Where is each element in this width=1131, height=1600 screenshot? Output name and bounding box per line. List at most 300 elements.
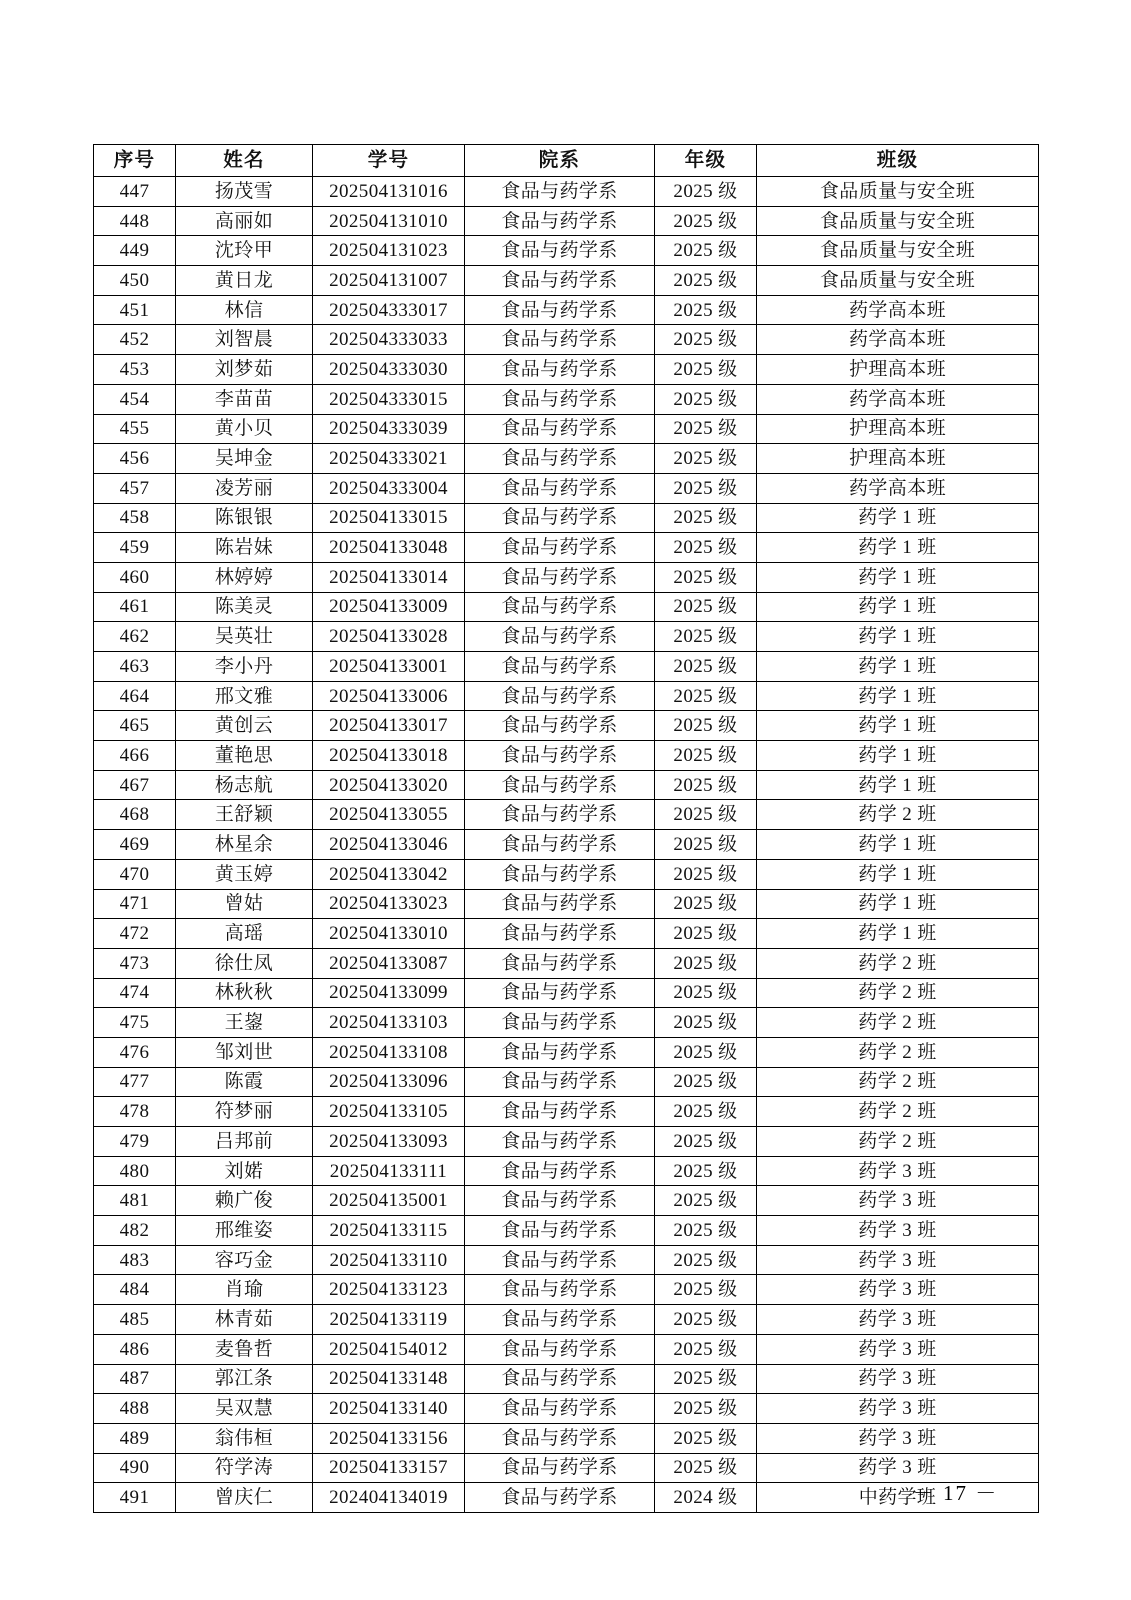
- table-row: [94, 562, 1039, 592]
- cell-name: 李苗苗: [176, 384, 313, 414]
- cell-seq: 471: [94, 889, 176, 919]
- cell-department: 食品与药学系: [465, 503, 655, 533]
- cell-student-id: 202504133020: [313, 770, 465, 800]
- table-row: [94, 800, 1039, 830]
- cell-department: 食品与药学系: [465, 1394, 655, 1424]
- cell-seq: 487: [94, 1364, 176, 1394]
- cell-student-id: 202504133156: [313, 1423, 465, 1453]
- table-row: [94, 1067, 1039, 1097]
- cell-seq: 461: [94, 592, 176, 622]
- cell-name: 吴双慧: [176, 1394, 313, 1424]
- cell-department: 食品与药学系: [465, 741, 655, 771]
- table-row: [94, 503, 1039, 533]
- cell-student-id: 202504131010: [313, 206, 465, 236]
- cell-student-id: 202504131016: [313, 177, 465, 207]
- cell-department: 食品与药学系: [465, 1245, 655, 1275]
- cell-department: 食品与药学系: [465, 770, 655, 800]
- table-row: [94, 1364, 1039, 1394]
- cell-department: 食品与药学系: [465, 1127, 655, 1157]
- cell-name: 陈美灵: [176, 592, 313, 622]
- cell-student-id: 202504133014: [313, 562, 465, 592]
- cell-grade: 2025 级: [655, 1423, 757, 1453]
- cell-department: 食品与药学系: [465, 1067, 655, 1097]
- cell-grade: 2025 级: [655, 1216, 757, 1246]
- cell-seq: 457: [94, 473, 176, 503]
- cell-student-id: 202504133093: [313, 1127, 465, 1157]
- cell-department: 食品与药学系: [465, 1275, 655, 1305]
- cell-name: 刘婼: [176, 1156, 313, 1186]
- cell-student-id: 202504133006: [313, 681, 465, 711]
- cell-grade: 2025 级: [655, 355, 757, 385]
- cell-grade: 2025 级: [655, 266, 757, 296]
- cell-name: 黄小贝: [176, 414, 313, 444]
- table-row: [94, 1097, 1039, 1127]
- cell-student-id: 202504133096: [313, 1067, 465, 1097]
- cell-name: 高丽如: [176, 206, 313, 236]
- cell-name: 林青茹: [176, 1305, 313, 1335]
- cell-seq: 478: [94, 1097, 176, 1127]
- cell-name: 黄玉婷: [176, 859, 313, 889]
- cell-class: 药学 3 班: [757, 1245, 1039, 1275]
- cell-seq: 490: [94, 1453, 176, 1483]
- cell-class: 药学 3 班: [757, 1364, 1039, 1394]
- column-header-seq: 序号: [94, 145, 176, 177]
- cell-class: 药学高本班: [757, 325, 1039, 355]
- cell-seq: 465: [94, 711, 176, 741]
- cell-department: 食品与药学系: [465, 384, 655, 414]
- cell-student-id: 202504333017: [313, 295, 465, 325]
- cell-class: 药学 1 班: [757, 919, 1039, 949]
- table-row: [94, 1156, 1039, 1186]
- cell-student-id: 202504133023: [313, 889, 465, 919]
- cell-class: 药学 2 班: [757, 800, 1039, 830]
- cell-seq: 451: [94, 295, 176, 325]
- cell-name: 高瑶: [176, 919, 313, 949]
- cell-name: 董艳思: [176, 741, 313, 771]
- table-row: [94, 206, 1039, 236]
- cell-seq: 462: [94, 622, 176, 652]
- cell-class: 食品质量与安全班: [757, 206, 1039, 236]
- cell-seq: 475: [94, 1008, 176, 1038]
- table-row: [94, 741, 1039, 771]
- cell-grade: 2025 级: [655, 1008, 757, 1038]
- cell-seq: 488: [94, 1394, 176, 1424]
- cell-class: 药学 1 班: [757, 859, 1039, 889]
- cell-student-id: 202504131007: [313, 266, 465, 296]
- cell-grade: 2025 级: [655, 295, 757, 325]
- cell-department: 食品与药学系: [465, 1216, 655, 1246]
- cell-name: 符学涛: [176, 1453, 313, 1483]
- cell-seq: 480: [94, 1156, 176, 1186]
- cell-class: 药学 2 班: [757, 1067, 1039, 1097]
- cell-seq: 453: [94, 355, 176, 385]
- cell-student-id: 202504133111: [313, 1156, 465, 1186]
- cell-department: 食品与药学系: [465, 473, 655, 503]
- cell-seq: 470: [94, 859, 176, 889]
- cell-student-id: 202504131023: [313, 236, 465, 266]
- cell-student-id: 202504133110: [313, 1245, 465, 1275]
- cell-grade: 2025 级: [655, 592, 757, 622]
- cell-student-id: 202504135001: [313, 1186, 465, 1216]
- cell-name: 林信: [176, 295, 313, 325]
- table-row: [94, 948, 1039, 978]
- student-roster-table-container: [93, 144, 1038, 1513]
- cell-department: 食品与药学系: [465, 711, 655, 741]
- table-row: [94, 236, 1039, 266]
- cell-name: 王鋆: [176, 1008, 313, 1038]
- cell-student-id: 202504154012: [313, 1334, 465, 1364]
- cell-name: 容巧金: [176, 1245, 313, 1275]
- cell-class: 护理高本班: [757, 444, 1039, 474]
- table-row: [94, 1216, 1039, 1246]
- cell-grade: 2025 级: [655, 830, 757, 860]
- column-header-student-id: 学号: [313, 145, 465, 177]
- cell-seq: 447: [94, 177, 176, 207]
- cell-student-id: 202504133105: [313, 1097, 465, 1127]
- cell-grade: 2025 级: [655, 1037, 757, 1067]
- cell-name: 凌芳丽: [176, 473, 313, 503]
- cell-class: 药学 2 班: [757, 1037, 1039, 1067]
- cell-student-id: 202504133046: [313, 830, 465, 860]
- table-row: [94, 325, 1039, 355]
- cell-student-id: 202504133015: [313, 503, 465, 533]
- cell-student-id: 202504133001: [313, 652, 465, 682]
- cell-department: 食品与药学系: [465, 1483, 655, 1513]
- table-header: [94, 145, 1039, 177]
- cell-student-id: 202504133148: [313, 1364, 465, 1394]
- cell-name: 符梦丽: [176, 1097, 313, 1127]
- cell-grade: 2025 级: [655, 444, 757, 474]
- cell-name: 刘智晨: [176, 325, 313, 355]
- table-row: [94, 266, 1039, 296]
- cell-seq: 452: [94, 325, 176, 355]
- cell-seq: 448: [94, 206, 176, 236]
- page-footer: [0, 1477, 1131, 1507]
- cell-seq: 473: [94, 948, 176, 978]
- cell-seq: 466: [94, 741, 176, 771]
- cell-name: 黄创云: [176, 711, 313, 741]
- cell-grade: 2025 级: [655, 711, 757, 741]
- cell-seq: 489: [94, 1423, 176, 1453]
- cell-name: 林星余: [176, 830, 313, 860]
- column-header-class: 班级: [757, 145, 1039, 177]
- cell-grade: 2025 级: [655, 948, 757, 978]
- table-row: [94, 444, 1039, 474]
- cell-department: 食品与药学系: [465, 355, 655, 385]
- column-header-department: 院系: [465, 145, 655, 177]
- cell-grade: 2025 级: [655, 800, 757, 830]
- table-row: [94, 295, 1039, 325]
- column-header-grade: 年级: [655, 145, 757, 177]
- cell-seq: 464: [94, 681, 176, 711]
- cell-seq: 450: [94, 266, 176, 296]
- table-row: [94, 770, 1039, 800]
- cell-student-id: 202504133103: [313, 1008, 465, 1038]
- cell-name: 曾庆仁: [176, 1483, 313, 1513]
- cell-department: 食品与药学系: [465, 1305, 655, 1335]
- table-row: [94, 889, 1039, 919]
- cell-department: 食品与药学系: [465, 325, 655, 355]
- cell-grade: 2025 级: [655, 325, 757, 355]
- cell-grade: 2025 级: [655, 473, 757, 503]
- cell-class: 药学 1 班: [757, 711, 1039, 741]
- cell-class: 中药学班: [757, 1483, 1039, 1513]
- cell-grade: 2025 级: [655, 978, 757, 1008]
- cell-grade: 2025 级: [655, 889, 757, 919]
- cell-department: 食品与药学系: [465, 919, 655, 949]
- cell-seq: 484: [94, 1275, 176, 1305]
- cell-class: 药学 3 班: [757, 1156, 1039, 1186]
- cell-student-id: 202504133099: [313, 978, 465, 1008]
- cell-department: 食品与药学系: [465, 562, 655, 592]
- cell-department: 食品与药学系: [465, 177, 655, 207]
- cell-grade: 2025 级: [655, 1305, 757, 1335]
- cell-department: 食品与药学系: [465, 206, 655, 236]
- cell-grade: 2024 级: [655, 1483, 757, 1513]
- table-row: [94, 1186, 1039, 1216]
- cell-grade: 2025 级: [655, 622, 757, 652]
- table-row: [94, 1394, 1039, 1424]
- cell-class: 药学 2 班: [757, 1127, 1039, 1157]
- cell-student-id: 202504333015: [313, 384, 465, 414]
- table-row: [94, 978, 1039, 1008]
- cell-student-id: 202504133009: [313, 592, 465, 622]
- cell-name: 陈霞: [176, 1067, 313, 1097]
- cell-grade: 2025 级: [655, 206, 757, 236]
- column-header-name: 姓名: [176, 145, 313, 177]
- table-row: [94, 1037, 1039, 1067]
- cell-class: 药学 2 班: [757, 978, 1039, 1008]
- table-row: [94, 355, 1039, 385]
- cell-student-id: 202504333030: [313, 355, 465, 385]
- cell-grade: 2025 级: [655, 236, 757, 266]
- student-roster-table: [93, 144, 1039, 1513]
- table-row: [94, 1245, 1039, 1275]
- cell-class: 药学 2 班: [757, 1097, 1039, 1127]
- cell-seq: 459: [94, 533, 176, 563]
- cell-seq: 491: [94, 1483, 176, 1513]
- cell-grade: 2025 级: [655, 741, 757, 771]
- cell-seq: 476: [94, 1037, 176, 1067]
- cell-grade: 2025 级: [655, 1186, 757, 1216]
- cell-class: 药学 3 班: [757, 1216, 1039, 1246]
- table-body: [94, 177, 1039, 1513]
- table-row: [94, 533, 1039, 563]
- cell-seq: 456: [94, 444, 176, 474]
- cell-seq: 463: [94, 652, 176, 682]
- cell-student-id: 202504133055: [313, 800, 465, 830]
- cell-grade: 2025 级: [655, 919, 757, 949]
- cell-grade: 2025 级: [655, 1364, 757, 1394]
- cell-student-id: 202504133115: [313, 1216, 465, 1246]
- table-row: [94, 1275, 1039, 1305]
- cell-seq: 472: [94, 919, 176, 949]
- cell-student-id: 202504133119: [313, 1305, 465, 1335]
- cell-grade: 2025 级: [655, 384, 757, 414]
- table-row: [94, 622, 1039, 652]
- cell-seq: 455: [94, 414, 176, 444]
- cell-class: 药学 1 班: [757, 770, 1039, 800]
- table-row: [94, 830, 1039, 860]
- cell-seq: 483: [94, 1245, 176, 1275]
- cell-class: 药学 3 班: [757, 1423, 1039, 1453]
- cell-department: 食品与药学系: [465, 859, 655, 889]
- cell-department: 食品与药学系: [465, 1364, 655, 1394]
- cell-class: 护理高本班: [757, 355, 1039, 385]
- cell-department: 食品与药学系: [465, 889, 655, 919]
- cell-student-id: 202504133017: [313, 711, 465, 741]
- cell-seq: 485: [94, 1305, 176, 1335]
- cell-department: 食品与药学系: [465, 1453, 655, 1483]
- cell-department: 食品与药学系: [465, 1008, 655, 1038]
- cell-seq: 468: [94, 800, 176, 830]
- cell-name: 黄日龙: [176, 266, 313, 296]
- cell-department: 食品与药学系: [465, 533, 655, 563]
- cell-grade: 2025 级: [655, 1334, 757, 1364]
- cell-department: 食品与药学系: [465, 236, 655, 266]
- cell-name: 郭江条: [176, 1364, 313, 1394]
- cell-department: 食品与药学系: [465, 444, 655, 474]
- cell-name: 吕邦前: [176, 1127, 313, 1157]
- cell-student-id: 202504133028: [313, 622, 465, 652]
- cell-class: 药学 3 班: [757, 1394, 1039, 1424]
- table-row: [94, 592, 1039, 622]
- cell-student-id: 202504133157: [313, 1453, 465, 1483]
- table-header-row: [94, 145, 1039, 177]
- cell-department: 食品与药学系: [465, 652, 655, 682]
- cell-department: 食品与药学系: [465, 266, 655, 296]
- cell-class: 药学 2 班: [757, 948, 1039, 978]
- cell-grade: 2025 级: [655, 1245, 757, 1275]
- table-row: [94, 384, 1039, 414]
- cell-department: 食品与药学系: [465, 1156, 655, 1186]
- cell-name: 邢文雅: [176, 681, 313, 711]
- cell-department: 食品与药学系: [465, 295, 655, 325]
- cell-class: 药学高本班: [757, 295, 1039, 325]
- cell-class: 药学 1 班: [757, 681, 1039, 711]
- table-row: [94, 1305, 1039, 1335]
- cell-grade: 2025 级: [655, 562, 757, 592]
- cell-student-id: 202404134019: [313, 1483, 465, 1513]
- cell-student-id: 202504133048: [313, 533, 465, 563]
- cell-grade: 2025 级: [655, 1394, 757, 1424]
- cell-name: 吴坤金: [176, 444, 313, 474]
- cell-department: 食品与药学系: [465, 1037, 655, 1067]
- cell-name: 邢维姿: [176, 1216, 313, 1246]
- cell-class: 药学 2 班: [757, 1008, 1039, 1038]
- cell-grade: 2025 级: [655, 859, 757, 889]
- table-row: [94, 711, 1039, 741]
- cell-department: 食品与药学系: [465, 830, 655, 860]
- cell-seq: 481: [94, 1186, 176, 1216]
- table-row: [94, 1334, 1039, 1364]
- cell-class: 药学 3 班: [757, 1305, 1039, 1335]
- cell-name: 陈岩妹: [176, 533, 313, 563]
- cell-class: 药学 1 班: [757, 652, 1039, 682]
- cell-name: 沈玲甲: [176, 236, 313, 266]
- table-row: [94, 1423, 1039, 1453]
- cell-grade: 2025 级: [655, 681, 757, 711]
- cell-seq: 467: [94, 770, 176, 800]
- cell-grade: 2025 级: [655, 503, 757, 533]
- page-number: － 17 －: [912, 1481, 999, 1505]
- cell-seq: 477: [94, 1067, 176, 1097]
- cell-class: 药学 1 班: [757, 889, 1039, 919]
- cell-name: 陈银银: [176, 503, 313, 533]
- cell-department: 食品与药学系: [465, 414, 655, 444]
- cell-name: 杨志航: [176, 770, 313, 800]
- table-row: [94, 681, 1039, 711]
- cell-grade: 2025 级: [655, 177, 757, 207]
- cell-class: 药学 1 班: [757, 830, 1039, 860]
- cell-class: 护理高本班: [757, 414, 1039, 444]
- cell-department: 食品与药学系: [465, 948, 655, 978]
- cell-department: 食品与药学系: [465, 1334, 655, 1364]
- cell-name: 刘梦茹: [176, 355, 313, 385]
- cell-grade: 2025 级: [655, 1097, 757, 1127]
- cell-seq: 479: [94, 1127, 176, 1157]
- cell-student-id: 202504133140: [313, 1394, 465, 1424]
- cell-class: 药学 1 班: [757, 503, 1039, 533]
- cell-name: 邹刘世: [176, 1037, 313, 1067]
- cell-class: 药学 1 班: [757, 533, 1039, 563]
- cell-grade: 2025 级: [655, 533, 757, 563]
- cell-grade: 2025 级: [655, 1453, 757, 1483]
- cell-student-id: 202504133018: [313, 741, 465, 771]
- cell-student-id: 202504133108: [313, 1037, 465, 1067]
- table-row: [94, 177, 1039, 207]
- cell-grade: 2025 级: [655, 652, 757, 682]
- cell-department: 食品与药学系: [465, 978, 655, 1008]
- cell-department: 食品与药学系: [465, 1097, 655, 1127]
- cell-name: 李小丹: [176, 652, 313, 682]
- cell-department: 食品与药学系: [465, 1423, 655, 1453]
- cell-name: 翁伟桓: [176, 1423, 313, 1453]
- cell-department: 食品与药学系: [465, 592, 655, 622]
- cell-seq: 460: [94, 562, 176, 592]
- cell-class: 药学 3 班: [757, 1334, 1039, 1364]
- table-row: [94, 859, 1039, 889]
- cell-class: 药学高本班: [757, 384, 1039, 414]
- cell-name: 徐仕凤: [176, 948, 313, 978]
- cell-name: 吴英壮: [176, 622, 313, 652]
- cell-department: 食品与药学系: [465, 800, 655, 830]
- cell-seq: 486: [94, 1334, 176, 1364]
- table-row: [94, 414, 1039, 444]
- cell-grade: 2025 级: [655, 1156, 757, 1186]
- cell-department: 食品与药学系: [465, 1186, 655, 1216]
- cell-seq: 482: [94, 1216, 176, 1246]
- cell-class: 药学 1 班: [757, 741, 1039, 771]
- cell-class: 药学 1 班: [757, 592, 1039, 622]
- table-row: [94, 1008, 1039, 1038]
- cell-seq: 449: [94, 236, 176, 266]
- cell-class: 药学 1 班: [757, 562, 1039, 592]
- cell-student-id: 202504333039: [313, 414, 465, 444]
- cell-name: 林秋秋: [176, 978, 313, 1008]
- cell-class: 药学 3 班: [757, 1186, 1039, 1216]
- cell-name: 扬茂雪: [176, 177, 313, 207]
- cell-student-id: 202504333021: [313, 444, 465, 474]
- cell-student-id: 202504333004: [313, 473, 465, 503]
- cell-class: 药学 3 班: [757, 1275, 1039, 1305]
- cell-student-id: 202504133087: [313, 948, 465, 978]
- cell-class: 食品质量与安全班: [757, 177, 1039, 207]
- cell-grade: 2025 级: [655, 770, 757, 800]
- table-row: [94, 1127, 1039, 1157]
- cell-seq: 454: [94, 384, 176, 414]
- cell-grade: 2025 级: [655, 1127, 757, 1157]
